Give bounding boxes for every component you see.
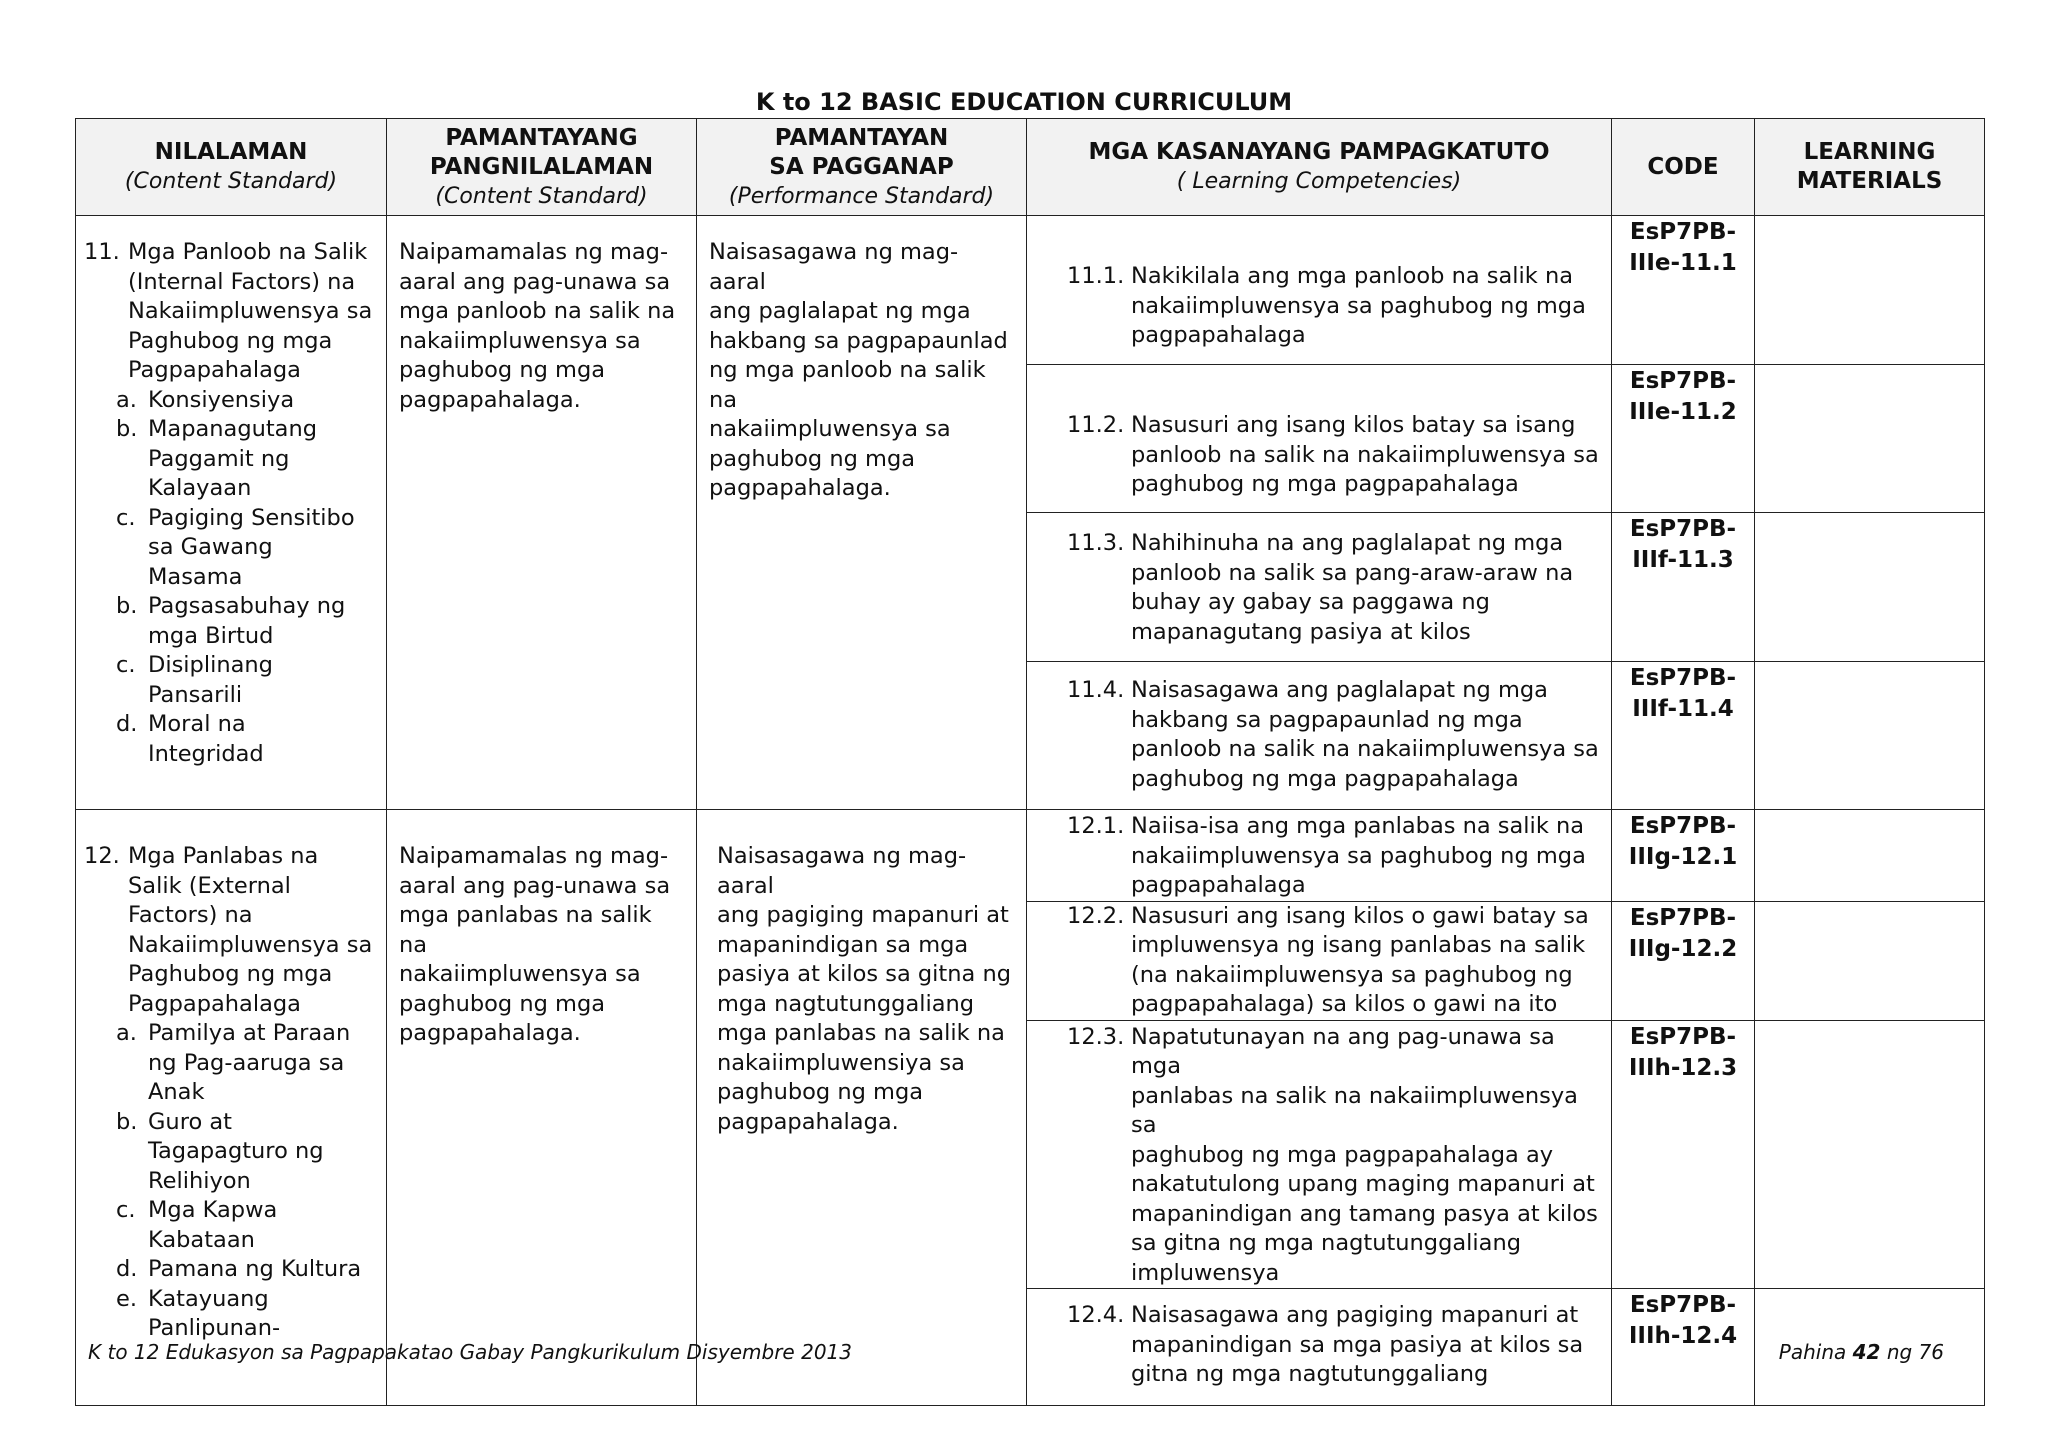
code-line-2: IIIf-11.3 [1632, 547, 1734, 573]
competency-number: 11.2. [1067, 412, 1125, 438]
competency-line: gitna ng mga nagtutunggaliang [1131, 1361, 1489, 1387]
competency-number: 11.1. [1067, 263, 1125, 289]
topic-title-line: Mga Panlabas na [128, 843, 319, 869]
header-code [1612, 119, 1755, 216]
competency-line: pagpapahalaga [1131, 872, 1306, 898]
competency-line: nakatutulong upang maging mapanuri at [1131, 1171, 1595, 1197]
competency-number: 12.1. [1067, 813, 1125, 839]
subitem-letter: c. [116, 652, 136, 678]
header-pamantayan-sub: (Performance Standard) [728, 183, 995, 209]
competency-text [1131, 1023, 1599, 1289]
header-pamantayan [697, 119, 1027, 216]
subitem-line: Pansarili [148, 681, 243, 708]
table-header-row [76, 119, 1985, 216]
competency-number: 12.2. [1067, 902, 1125, 929]
nilalaman-content [84, 810, 378, 1344]
topic-title-line: Pagpapahalaga [128, 990, 301, 1017]
performance-standard-line: pagpapahalaga. [709, 475, 891, 501]
header-pamantayan-main1: PAMANTAYAN [774, 124, 949, 151]
subitem-text [148, 386, 294, 416]
performance-standard-line: mga nagtutunggaliang [717, 990, 975, 1017]
nilalaman-cell [76, 216, 387, 810]
competency-cell [1027, 1020, 1612, 1289]
code-line-1: EsP7PB- [1629, 665, 1737, 691]
learning-materials-cell [1755, 901, 1985, 1020]
footer-page-suffix: ng 76 [1886, 1340, 1944, 1364]
subitem-text [148, 592, 345, 651]
subitem-line: Integridad [148, 740, 264, 767]
performance-standard-line: nakaiimpluwensiya sa [717, 1049, 965, 1076]
competency-line: nakaiimpluwensya sa paghubog ng mga [1131, 842, 1586, 869]
subitem-line: Pamilya at Paraan [148, 1020, 351, 1046]
content-standard-line: mga panloob na salik na [399, 298, 676, 324]
code-line-2: IIIh-12.4 [1628, 1323, 1738, 1349]
competency-line: impluwensya [1131, 1259, 1280, 1286]
subitem-line: Konsiyensiya [148, 386, 295, 413]
subitem-text [148, 651, 273, 710]
nilalaman-content [84, 216, 378, 769]
curriculum-table [75, 118, 1985, 1406]
content-standard-line: pagpapahalaga. [399, 386, 581, 413]
performance-standard-line: Naisasagawa ng mag-aaral [717, 843, 967, 899]
footer-page-number: 42 [1852, 1340, 1881, 1364]
subitem-line: Mga Kapwa [148, 1197, 278, 1223]
competency-text [1131, 676, 1599, 794]
subitem-line: Katayuang [148, 1285, 269, 1312]
performance-standard-line: pasiya at kilos sa gitna ng [717, 961, 1011, 987]
code-cell [1612, 365, 1755, 513]
competency-line: nakaiimpluwensya sa paghubog ng mga [1131, 292, 1586, 319]
subitem [116, 504, 378, 593]
competency-line: Naisasagawa ang pagiging mapanuri at [1131, 1302, 1579, 1328]
code-line-1: EsP7PB- [1629, 904, 1737, 931]
table-body [76, 216, 1985, 1406]
code-line-1: EsP7PB- [1629, 813, 1737, 839]
subitem-letter: c. [116, 1197, 136, 1223]
subitem-line: Mapanagutang [148, 416, 318, 442]
subitem [116, 1196, 378, 1255]
competency-cell [1027, 810, 1612, 902]
performance-standard-line: mga panlabas na salik na [717, 1020, 1005, 1046]
subitem-letter: a. [116, 386, 137, 413]
code-line-1: EsP7PB- [1629, 1292, 1737, 1318]
competency-line: Naisasagawa ang paglalapat ng mga [1131, 677, 1548, 703]
code-line-2: IIIe-11.1 [1629, 250, 1737, 276]
subitem-letter: b. [116, 1108, 138, 1135]
competency [1067, 411, 1599, 500]
competency-line: Nakikilala ang mga panloob na salik na [1131, 263, 1574, 289]
competency-line: Nahihinuha na ang paglalapat ng mga [1131, 530, 1564, 556]
code-cell [1612, 901, 1755, 1020]
subitem-text [148, 1019, 350, 1108]
competency-line: pagpapahalaga [1131, 322, 1306, 348]
code-cell [1612, 216, 1755, 365]
subitem-line: Kalayaan [148, 475, 252, 501]
subitem-line: Relihiyon [148, 1167, 251, 1194]
topic-item [84, 842, 378, 1019]
content-standard-line: nakaiimpluwensya sa [399, 961, 641, 987]
performance-standard-line: ang pagiging mapanuri at [717, 902, 1009, 928]
subitem-line: Anak [148, 1079, 205, 1105]
topic-title-line: Mga Panloob na Salik [128, 239, 368, 265]
code-cell [1612, 810, 1755, 902]
subitem-line: Masama [148, 563, 243, 590]
learning-materials-cell [1755, 810, 1985, 902]
competency-line: panloob na salik sa pang-araw-araw na [1131, 559, 1574, 586]
code-cell [1612, 513, 1755, 662]
competency [1067, 1023, 1599, 1289]
competency-cell [1027, 513, 1612, 662]
subitem-line: Paggamit ng [148, 445, 290, 472]
subitem [116, 415, 378, 504]
performance-standard-line: paghubog ng mga [717, 1079, 924, 1105]
subitem-letter: d. [116, 711, 138, 737]
header-kasanayang-main: MGA KASANAYANG PAMPAGKATUTO [1088, 139, 1550, 165]
competency-number: 11.4. [1067, 677, 1125, 703]
subitem-line: mga Birtud [148, 622, 274, 649]
subitem-letter: d. [116, 1256, 138, 1282]
topic-title-line: Salik (External [128, 872, 291, 899]
learning-materials-cell [1755, 662, 1985, 810]
topic-title [128, 238, 372, 386]
competency-line: panloob na salik na nakaiimpluwensya sa [1131, 441, 1599, 468]
topic-number: 12. [84, 843, 120, 869]
competency-text [1131, 411, 1599, 500]
footer-document-label: K to 12 Edukasyon sa Pagpapakatao Gabay Pangkurikulum Disyembre 2013 [88, 1340, 852, 1364]
competency [1067, 902, 1599, 1020]
content-standard-line: nakaiimpluwensya sa [399, 327, 641, 354]
competency-line: mapanindigan sa mga pasiya at kilos sa [1131, 1331, 1584, 1358]
competency [1067, 529, 1599, 647]
subitem-line: sa Gawang [148, 534, 273, 560]
subitem-line: Tagapagturo ng [148, 1138, 324, 1164]
nilalaman-cell [76, 810, 387, 1406]
competency-cell [1027, 662, 1612, 810]
code-line-2: IIIh-12.3 [1628, 1054, 1738, 1081]
subitem-text [148, 1255, 361, 1285]
header-kasanayang [1027, 119, 1612, 216]
header-pamantayan-main2: SA PAGGANAP [769, 153, 954, 180]
header-pamantayang-main1: PAMANTAYANG [445, 124, 638, 151]
code-line-2: IIIf-11.4 [1632, 696, 1734, 722]
competency-line: Napatutunayan na ang pag-unawa sa mga [1131, 1023, 1555, 1079]
topic-title-line: Paghubog ng mga [128, 961, 333, 987]
competency-line: (na nakaiimpluwensya sa paghubog ng [1131, 961, 1573, 988]
content-standard-line: pagpapahalaga. [399, 1020, 581, 1046]
subitem [116, 592, 378, 651]
subitem-line: Disiplinang [148, 652, 273, 678]
topic-title-line: Pagpapahalaga [128, 357, 301, 383]
subitem [116, 710, 378, 769]
subitem-letter: e. [116, 1285, 137, 1312]
topic-subitems [84, 1019, 378, 1344]
content-standard-cell [387, 810, 697, 1406]
competency-line: Nasusuri ang isang kilos batay sa isang [1131, 412, 1576, 438]
code-line-2: IIIe-11.2 [1629, 399, 1737, 425]
subitem-text [148, 710, 264, 769]
competency-line: panlabas na salik na nakaiimpluwensya sa [1131, 1082, 1578, 1138]
competency-text [1131, 262, 1586, 351]
header-materials-main2: MATERIALS [1796, 168, 1943, 194]
competency-line: buhay ay gabay sa paggawa ng [1131, 589, 1490, 615]
code-line-1: EsP7PB- [1629, 516, 1737, 542]
learning-materials-cell [1755, 513, 1985, 662]
header-pamantayang-sub: (Content Standard) [435, 183, 648, 209]
competency-text [1131, 812, 1586, 901]
subitem-line: Kabataan [148, 1226, 255, 1253]
competency-line: paghubog ng mga pagpapahalaga [1131, 765, 1519, 792]
header-nilalaman-main: NILALAMAN [154, 139, 308, 165]
competency-line: paghubog ng mga pagpapahalaga [1131, 471, 1519, 497]
content-standard-line: Naipamamalas ng mag- [399, 239, 669, 265]
competency-cell [1027, 365, 1612, 513]
performance-standard-line: paghubog ng mga [709, 445, 916, 472]
subitem-letter: c. [116, 504, 136, 531]
performance-standard-line: ng mga panloob na salik na [709, 357, 986, 413]
subitem-line: Moral na [148, 711, 246, 737]
competency-line: pagpapahalaga) sa kilos o gawi na ito [1131, 991, 1558, 1017]
content-standard-line: aaral ang pag-unawa sa [399, 268, 671, 295]
topic-subitems [84, 386, 378, 770]
performance-standard-line: nakaiimpluwensya sa [709, 416, 951, 442]
code-line-2: IIIg-12.1 [1628, 844, 1738, 870]
content-standard-line: mga panlabas na salik na [399, 902, 652, 958]
competency-line: paghubog ng mga pagpapahalaga ay [1131, 1141, 1554, 1168]
competency-text [1131, 902, 1589, 1020]
performance-standard-cell [697, 216, 1027, 810]
code-line-1: EsP7PB- [1629, 1023, 1737, 1050]
subitem-line: Pamana ng Kultura [148, 1256, 362, 1282]
code-line-1: EsP7PB- [1629, 368, 1737, 394]
subitem-line: Pagsasabuhay ng [148, 593, 346, 619]
subitem [116, 1255, 378, 1285]
subitem [116, 651, 378, 710]
subitem [116, 1285, 378, 1344]
subitem [116, 386, 378, 416]
performance-standard-line: pagpapahalaga. [717, 1108, 899, 1135]
header-pamantayang [387, 119, 697, 216]
competency-line: Naiisa-isa ang mga panlabas na salik na [1131, 813, 1585, 839]
competency [1067, 676, 1599, 794]
code-line-2: IIIg-12.2 [1628, 935, 1738, 962]
subitem-line: ng Pag-aaruga sa [148, 1049, 345, 1076]
competency-number: 11.3. [1067, 530, 1125, 556]
subitem-line: Panlipunan- [148, 1315, 281, 1341]
competency-line: impluwensya ng isang panlabas na salik [1131, 932, 1586, 958]
subitem-text [148, 1196, 277, 1255]
code-cell [1612, 662, 1755, 810]
subitem-text [148, 504, 355, 593]
subitem [116, 1108, 378, 1197]
subitem-letter: b. [116, 593, 138, 619]
subitem-text [148, 415, 317, 504]
competency-line: hakbang sa pagpapaunlad ng mga [1131, 706, 1523, 733]
subitem-line: Pagiging Sensitibo [148, 504, 355, 531]
header-materials-main1: LEARNING [1803, 139, 1936, 165]
competency [1067, 812, 1599, 901]
topic-number: 11. [84, 239, 120, 265]
subitem-text [148, 1108, 324, 1197]
learning-materials-cell [1755, 365, 1985, 513]
header-nilalaman [76, 119, 387, 216]
subitem-letter: a. [116, 1020, 137, 1046]
topic-item [84, 238, 378, 386]
topic-title-line: Nakaiimpluwensya sa [128, 298, 373, 324]
performance-standard-line: ang paglalapat ng mga [709, 298, 971, 324]
competency [1067, 262, 1599, 351]
competency-text [1131, 529, 1573, 647]
competency-number: 12.3. [1067, 1023, 1125, 1050]
learning-materials-cell [1755, 1020, 1985, 1289]
competency-line: sa gitna ng mga nagtutunggaliang [1131, 1230, 1521, 1256]
competency-number: 12.4. [1067, 1302, 1125, 1328]
table-row [76, 216, 1985, 365]
content-standard-line: Naipamamalas ng mag- [399, 843, 669, 869]
code-line-1: EsP7PB- [1629, 219, 1737, 245]
subitem-text [148, 1285, 280, 1344]
subitem-letter: b. [116, 416, 138, 442]
table-row [76, 810, 1985, 902]
code-cell [1612, 1020, 1755, 1289]
performance-standard-line: mapanindigan sa mga [717, 931, 969, 958]
topic-title [128, 842, 372, 1019]
content-standard-line: paghubog ng mga [399, 990, 606, 1017]
document-title: K to 12 BASIC EDUCATION CURRICULUM [755, 88, 1293, 116]
performance-standard-cell [697, 810, 1027, 1406]
competency-line: mapanindigan ang tamang pasya at kilos [1131, 1200, 1598, 1227]
competency-cell [1027, 901, 1612, 1020]
topic-title-line: (Internal Factors) na [128, 268, 356, 295]
topic-title-line: Paghubog ng mga [128, 327, 333, 354]
competency-line: panloob na salik na nakaiimpluwensya sa [1131, 736, 1599, 762]
header-code-label: CODE [1647, 153, 1719, 180]
subitem-line: Guro at [148, 1108, 232, 1135]
content-standard-cell [387, 216, 697, 810]
performance-standard-line: Naisasagawa ng mag-aaral [709, 239, 959, 295]
page-footer [88, 1340, 1944, 1364]
competency-cell [1027, 216, 1612, 365]
learning-materials-cell [1755, 216, 1985, 365]
header-materials [1755, 119, 1985, 216]
topic-title-line: Factors) na [128, 902, 253, 928]
header-kasanayang-sub: ( Learning Competencies) [1176, 169, 1462, 194]
header-nilalaman-sub: (Content Standard) [124, 169, 338, 194]
content-standard-line: paghubog ng mga [399, 357, 606, 383]
competency-line: mapanagutang pasiya at kilos [1131, 618, 1471, 645]
footer-page-prefix: Pahina [1778, 1340, 1847, 1364]
performance-standard-line: hakbang sa pagpapaunlad [709, 327, 1008, 354]
topic-title-line: Nakaiimpluwensya sa [128, 931, 373, 958]
competency-line: Nasusuri ang isang kilos o gawi batay sa [1131, 902, 1589, 929]
subitem [116, 1019, 378, 1108]
content-standard-line: aaral ang pag-unawa sa [399, 872, 671, 899]
footer-page-indicator [1779, 1340, 1944, 1364]
header-pamantayang-main2: PANGNILALAMAN [429, 153, 654, 180]
